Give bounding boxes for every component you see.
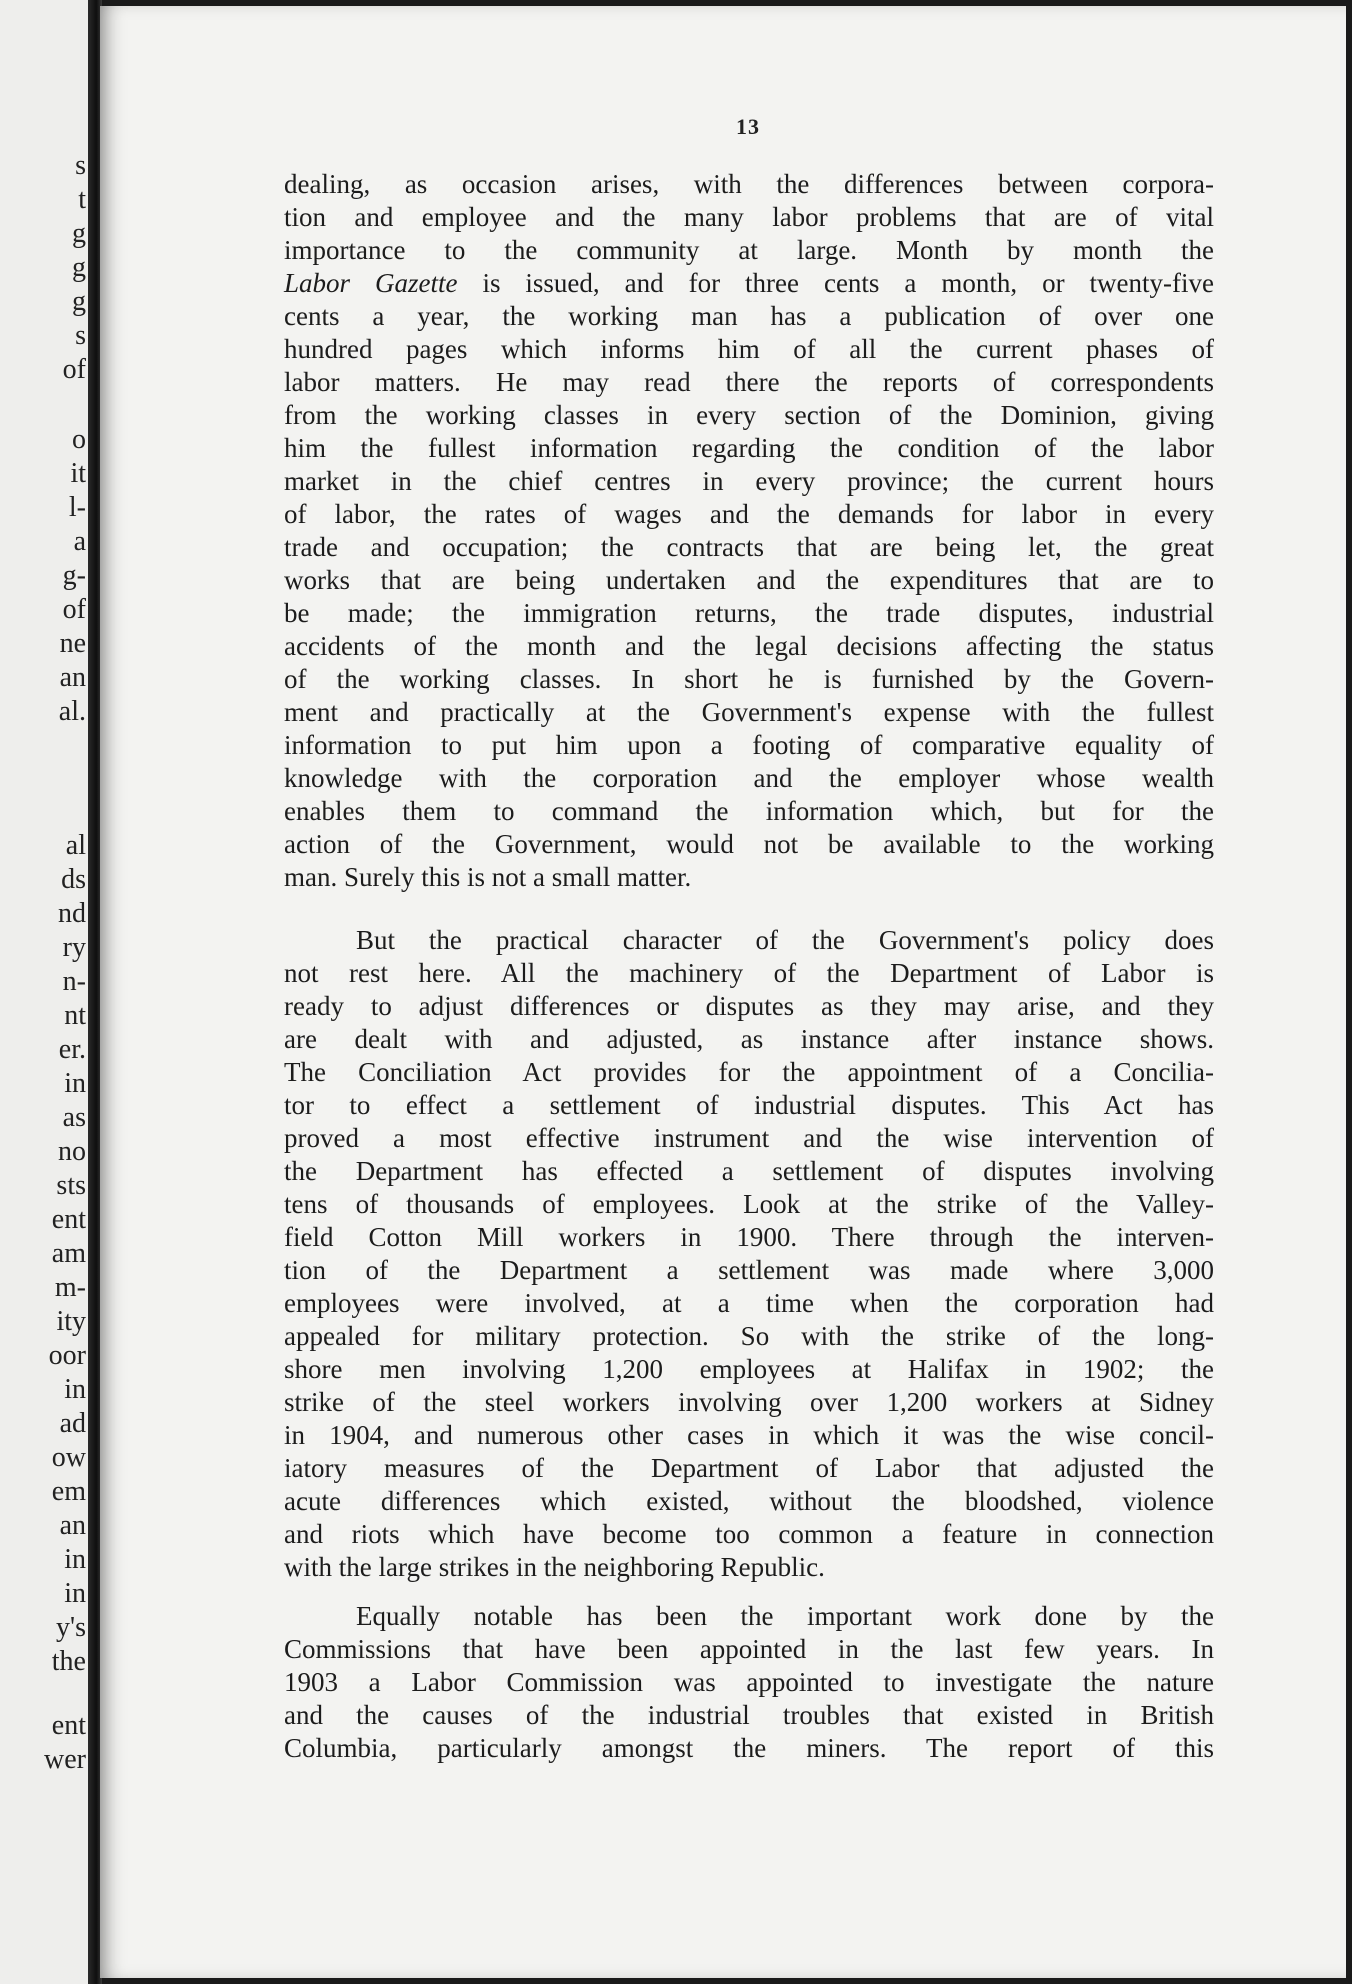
text-line: field Cotton Mill workers in 1900. There through the interven- <box>284 1222 1214 1252</box>
facing-line: ry <box>62 932 86 963</box>
facing-line: nd <box>58 898 86 929</box>
text-line: Equally notable has been the important work done by the <box>356 1601 1214 1631</box>
facing-line: g <box>72 218 86 249</box>
facing-line: of <box>62 594 86 625</box>
text-line: Commissions that have been appointed in the last few years. In <box>284 1634 1214 1664</box>
text-line: But the practical character of the Government's policy does <box>356 925 1214 955</box>
facing-line: o <box>72 424 86 455</box>
facing-line: ity <box>56 1306 86 1337</box>
text-line: man. Surely this is not a small matter. <box>284 862 692 892</box>
text-line: of the working classes. In short he is furnished by the Govern- <box>284 664 1214 694</box>
text-line: from the working classes in every section of the Dominion, giving <box>284 400 1214 430</box>
text-line: tens of thousands of employees. Look at the strike of the Valley- <box>284 1189 1214 1219</box>
facing-line: g <box>72 286 86 317</box>
text-line: information to put him upon a footing of comparative equality of <box>284 730 1214 760</box>
text-line: not rest here. All the machinery of the Department of Labor is <box>284 958 1214 988</box>
text-line: hundred pages which informs him of all the current phases of <box>284 334 1214 364</box>
facing-line: in <box>64 1544 86 1575</box>
text-line: of labor, the rates of wages and the demands for labor in every <box>284 499 1214 529</box>
facing-line: am <box>51 1238 86 1269</box>
text-line: market in the chief centres in every province; the current hours <box>284 466 1214 496</box>
facing-line: an <box>59 662 86 693</box>
text-line: be made; the immigration returns, the trade disputes, industrial <box>284 598 1214 628</box>
facing-line: it <box>70 458 86 489</box>
paragraph-2 <box>284 924 1214 1584</box>
text-line: proved a most effective instrument and the wise intervention of <box>284 1123 1214 1153</box>
facing-line: nt <box>64 1000 86 1031</box>
text-line: are dealt with and adjusted, as instance after instance shows. <box>284 1024 1214 1054</box>
facing-line: g <box>72 252 86 283</box>
facing-line: oor <box>48 1340 86 1371</box>
facing-line: y's <box>56 1612 86 1643</box>
text-line: tor to effect a settlement of industrial disputes. This Act has <box>284 1090 1214 1120</box>
facing-line: the <box>51 1646 86 1677</box>
text-line: knowledge with the corporation and the employer whose wealth <box>284 763 1214 793</box>
facing-line: ne <box>59 628 86 659</box>
facing-line: of <box>62 354 86 385</box>
facing-line: ds <box>61 864 86 895</box>
facing-line: an <box>59 1510 86 1541</box>
facing-line: ent <box>51 1204 86 1235</box>
text-line: tion of the Department a settlement was made where 3,000 <box>284 1255 1214 1285</box>
text-line: Columbia, particularly amongst the miners. The report of this <box>284 1733 1214 1763</box>
facing-line: in <box>64 1374 86 1405</box>
text-line: labor matters. He may read there the reports of correspondents <box>284 367 1214 397</box>
text-line <box>284 267 1214 300</box>
page-number: 13 <box>736 114 760 139</box>
text-line: ment and practically at the Government's expense with the fullest <box>284 697 1214 727</box>
facing-line: em <box>51 1476 86 1507</box>
text-line: enables them to command the information which, but for the <box>284 796 1214 826</box>
facing-line: as <box>62 1102 86 1133</box>
text-line: works that are being undertaken and the expenditures that are to <box>284 565 1214 595</box>
facing-line: s <box>75 320 86 351</box>
text-line: ready to adjust differences or disputes as they may arise, and they <box>284 991 1214 1021</box>
facing-line: al <box>65 830 86 861</box>
text-line-rest: is issued, and for three cents a month, or twenty-five <box>482 268 1214 298</box>
text-line: acute differences which existed, without the bloodshed, violence <box>284 1486 1214 1516</box>
facing-line: n- <box>62 966 86 997</box>
facing-line: sts <box>56 1170 86 1201</box>
text-line: in 1904, and numerous other cases in which it was the wise concil- <box>284 1420 1214 1450</box>
facing-line: wer <box>44 1744 86 1775</box>
facing-line: a <box>73 526 86 557</box>
text-line: and the causes of the industrial troubles that existed in British <box>284 1700 1214 1730</box>
text-line: appealed for military protection. So with the strike of the long- <box>284 1321 1214 1351</box>
text-line: with the large strikes in the neighboring Republic. <box>284 1552 825 1582</box>
text-line: dealing, as occasion arises, with the differences between corpora- <box>284 169 1214 199</box>
facing-line: l- <box>68 492 86 523</box>
facing-line: ow <box>51 1442 86 1473</box>
facing-line: in <box>64 1068 86 1099</box>
text-line: strike of the steel workers involving over 1,200 workers at Sidney <box>284 1387 1214 1417</box>
facing-line: s <box>75 150 86 181</box>
text-line: cents a year, the working man has a publication of over one <box>284 301 1214 331</box>
facing-page <box>0 0 92 1984</box>
facing-line: ent <box>51 1710 86 1741</box>
facing-line: al. <box>58 696 86 727</box>
facing-line: m- <box>54 1272 86 1303</box>
text-line: the Department has effected a settlement of disputes involving <box>284 1156 1214 1186</box>
text-line: employees were involved, at a time when the corporation had <box>284 1288 1214 1318</box>
facing-line: er. <box>58 1034 86 1065</box>
text-line: 1903 a Labor Commission was appointed to investigate the nature <box>284 1667 1214 1697</box>
paragraph-3 <box>284 1600 1214 1765</box>
facing-line: no <box>58 1136 86 1167</box>
text-line: importance to the community at large. Month by month the <box>284 235 1214 265</box>
facing-line: ad <box>59 1408 86 1439</box>
paragraph-1 <box>284 168 1214 894</box>
text-line: tion and employee and the many labor problems that are of vital <box>284 202 1214 232</box>
text-line: him the fullest information regarding the condition of the labor <box>284 433 1214 463</box>
facing-line: in <box>64 1578 86 1609</box>
facing-line: g- <box>62 560 86 591</box>
text-line: trade and occupation; the contracts that are being let, the great <box>284 532 1214 562</box>
text-line: and riots which have become too common a feature in connection <box>284 1519 1214 1549</box>
text-line: shore men involving 1,200 employees at Halifax in 1902; the <box>284 1354 1214 1384</box>
text-line: accidents of the month and the legal decisions affecting the status <box>284 631 1214 661</box>
text-line: iatory measures of the Department of Labor that adjusted the <box>284 1453 1214 1483</box>
text-line: action of the Government, would not be available to the working <box>284 829 1214 859</box>
facing-line: t <box>78 184 86 215</box>
gazette-title: Labor Gazette <box>284 268 458 298</box>
text-line: The Conciliation Act provides for the appointment of a Concilia- <box>284 1057 1214 1087</box>
book-page <box>100 6 1346 1978</box>
